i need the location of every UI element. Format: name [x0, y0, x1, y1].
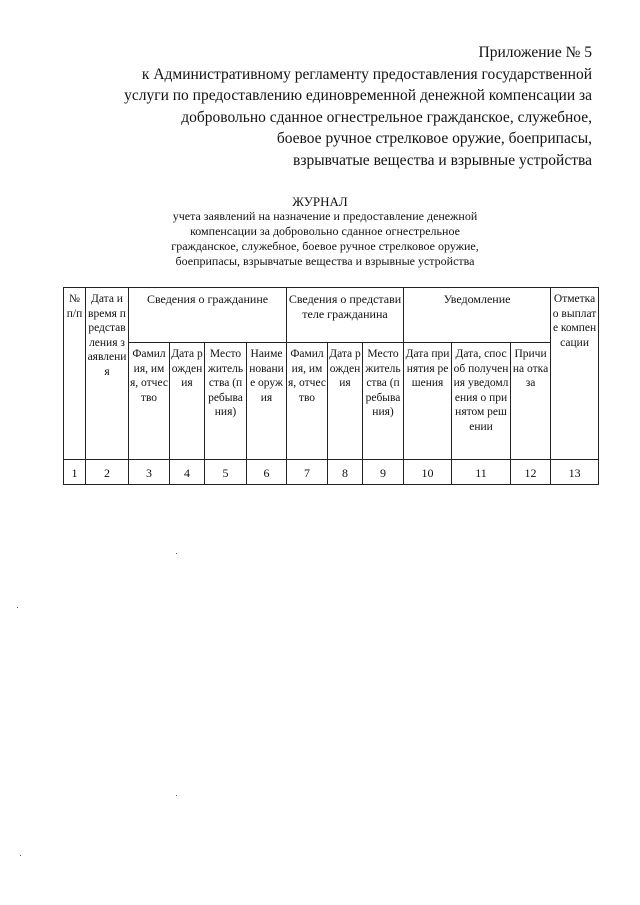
- column-number-cell: 2: [86, 460, 129, 485]
- column-number-cell: 11: [452, 460, 511, 485]
- appendix-header: [122, 42, 592, 171]
- appendix-line: к Административному регламенту предоставления государственной: [141, 65, 592, 83]
- column-number-cell: 12: [511, 460, 551, 485]
- appendix-line: Приложение № 5: [478, 44, 592, 61]
- citizen-name-header: Фамилия, имя, отчество: [129, 343, 170, 460]
- subtitle-line: боеприпасы, взрывчатые вещества и взрывные устройства: [175, 254, 475, 268]
- notification-decision-date-header: Дата принятия решения: [404, 343, 452, 460]
- journal-table: [63, 287, 599, 485]
- citizen-residence-header: Место жительства (пребывания): [205, 343, 247, 460]
- subtitle-line: учета заявлений на назначение и предоставление денежной: [172, 209, 478, 223]
- column-number-cell: 4: [170, 460, 205, 485]
- scan-speck: [20, 855, 21, 856]
- group-citizen-header: Сведения о гражданине: [129, 288, 287, 343]
- appendix-line: добровольно сданное огнестрельное гражданское, служебное,: [181, 108, 592, 126]
- column-number-row: [64, 460, 599, 485]
- scan-speck: [17, 607, 18, 608]
- column-number-cell: 1: [64, 460, 86, 485]
- column-number-cell: 13: [551, 460, 599, 485]
- appendix-line: взрывчатые вещества и взрывные устройства: [293, 151, 592, 169]
- journal-subtitle: [140, 209, 510, 269]
- table-header-row: [64, 288, 599, 343]
- column-number-cell: 7: [287, 460, 328, 485]
- journal-title: ЖУРНАЛ: [292, 194, 348, 209]
- column-number-cell: 3: [129, 460, 170, 485]
- representative-name-header: Фамилия, имя, отчество: [287, 343, 328, 460]
- citizen-birthdate-header: Дата рождения: [170, 343, 205, 460]
- scan-speck: [176, 795, 177, 796]
- representative-residence-header: Место жительства (пребывания): [363, 343, 404, 460]
- notification-receipt-header: Дата, способ получения уведомления о принятом решении: [452, 343, 511, 460]
- column-number-cell: 9: [363, 460, 404, 485]
- notification-refusal-header: Причина отказа: [511, 343, 551, 460]
- column-number-cell: 8: [328, 460, 363, 485]
- citizen-weapon-header: Наименование оружия: [247, 343, 287, 460]
- column-number-cell: 10: [404, 460, 452, 485]
- group-notification-header: Уведомление: [404, 288, 551, 343]
- subtitle-line: компенсации за добровольно сданное огнестрельное: [190, 224, 460, 238]
- column-number-cell: 5: [205, 460, 247, 485]
- appendix-line: боевое ручное стрелковое оружие, боеприпасы,: [276, 130, 592, 147]
- table-subheader-row: [64, 343, 599, 460]
- col-mark-header: Отметка о выплате компенсации: [551, 288, 599, 460]
- col-date-header: Дата и время представления заявления: [86, 288, 129, 460]
- representative-birthdate-header: Дата рождения: [328, 343, 363, 460]
- group-representative-header: Сведения о представителе гражданина: [287, 288, 404, 343]
- scan-speck: [176, 553, 177, 554]
- appendix-line: услуги по предоставлению единовременной денежной компенсации за: [124, 87, 592, 104]
- subtitle-line: гражданское, служебное, боевое ручное стрелковое оружие,: [171, 239, 479, 253]
- column-number-cell: 6: [247, 460, 287, 485]
- col-number-header: № п/п: [64, 288, 86, 460]
